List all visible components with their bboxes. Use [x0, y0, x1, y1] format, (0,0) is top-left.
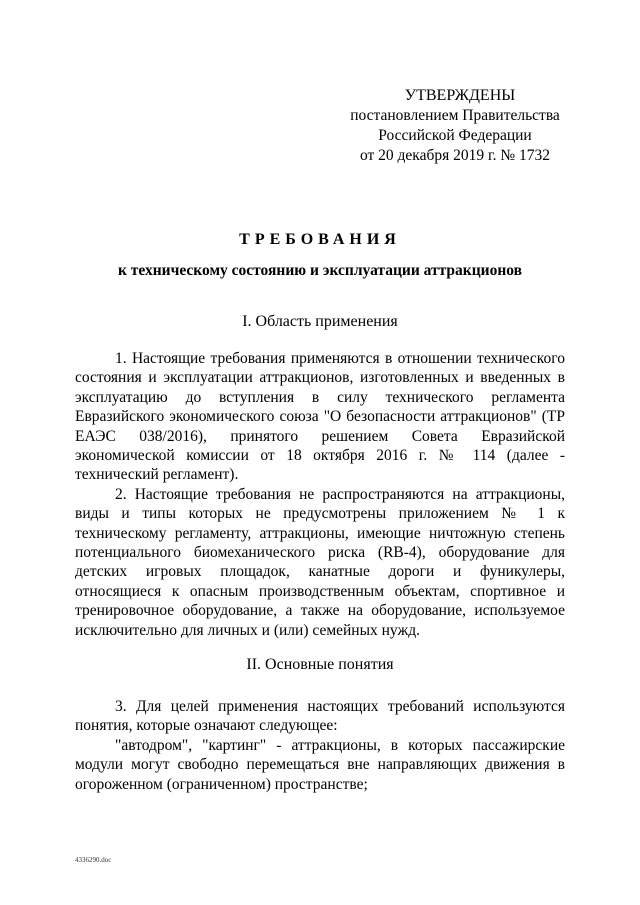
- paragraph-3: 3. Для целей применения настоящих требований используются понятия, которые означают следующее:: [75, 698, 565, 735]
- paragraph-4: "автодром", "картинг" - аттракционы, в которых пассажирские модули могут свободно перемещаться вне направляющих движения в огороженном (ограниченном) пространстве;: [75, 736, 565, 793]
- approval-stamp: [340, 86, 570, 166]
- file-code: 4336290.doc: [75, 856, 112, 864]
- section-2-body: [75, 697, 565, 794]
- document-title: ТРЕБОВАНИЯ: [239, 231, 401, 248]
- paragraph-1: 1. Настоящие требования применяются в отношении технического состояния и эксплуатации аттракционов, изготовленных и введенных в эксплуатацию до вступления в силу технического регламента Евразийского экономического союза "О безопасности аттракционов" (ТР ЕАЭС 038/2016), принятого решением Совета Евразийской экономической комиссии от 18 октября 2016 г. № 114 (далее - технический регламент).: [75, 350, 565, 484]
- approval-line-2: Российской Федерации: [378, 127, 532, 144]
- approval-line-1: постановлением Правительства: [350, 107, 560, 124]
- document-subtitle: к техническому состоянию и эксплуатации аттракционов: [117, 262, 522, 279]
- approval-title: УТВЕРЖДЕНЫ: [404, 87, 516, 104]
- section-1-body: [75, 349, 565, 640]
- paragraph-2: 2. Настоящие требования не распространяются на аттракционы, виды и типы которых не предусмотрены приложением № 1 к техническому регламенту, аттракционы, имеющие ничтожную степень потенциального биомеханического риска (RB-4), оборудование для детских игровых площадок, канатные дороги и фуникулеры, относящиеся к опасным производственным объектам, спортивное и тренировочное оборудование, а также на оборудование, используемое исключительно для личных и (или) семейных нужд.: [75, 485, 565, 639]
- section-2-heading: II. Основные понятия: [246, 656, 394, 673]
- section-1-heading: I. Область применения: [242, 313, 398, 330]
- approval-line-3: от 20 декабря 2019 г. № 1732: [359, 147, 551, 164]
